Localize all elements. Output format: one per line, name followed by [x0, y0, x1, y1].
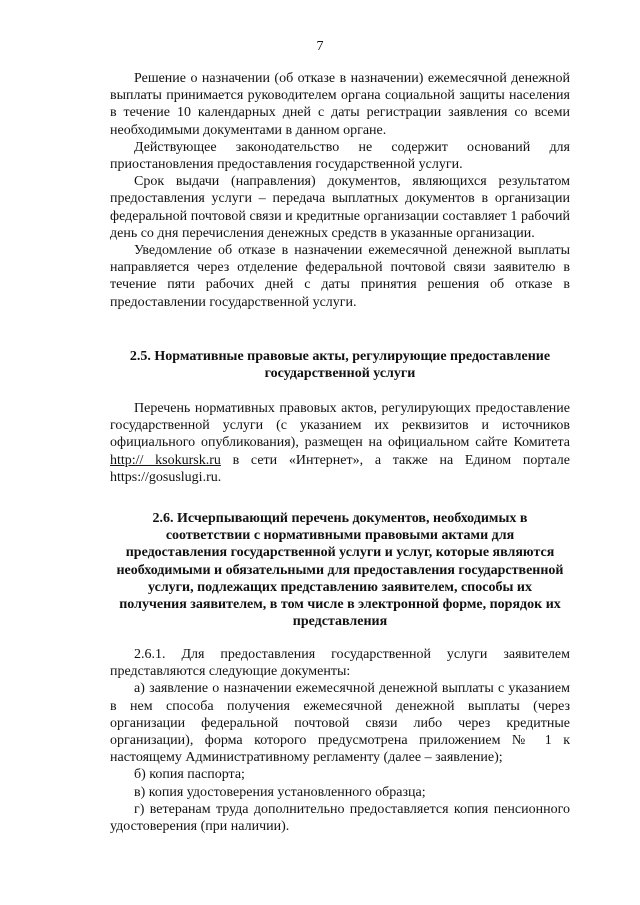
- section-2-5-body: [110, 400, 570, 486]
- section-2-6-heading-line7: представления: [292, 614, 388, 630]
- section-2-6-heading: [110, 510, 570, 630]
- paragraph-refusal-notice: Уведомление об отказе в назначении ежемесячной денежной выплаты направляется через отделение федеральной почтовой связи заявителю в течение пяти рабочих дней с даты принятия решения об отказе в предоставлении государственной услуги.: [110, 243, 570, 310]
- section-2-5-heading-line1: 2.5. Нормативные правовые акты, регулирующие предоставление: [129, 349, 551, 364]
- paragraph-2-6-1: 2.6.1. Для предоставления государственной услуги заявителем представляются следующие документы:: [110, 647, 570, 680]
- section-2-6: [110, 510, 570, 630]
- section-2-6-heading-line6: получения заявителем, в том числе в электронной форме, порядок их: [119, 597, 561, 613]
- section-2-6-body: [110, 646, 570, 835]
- committee-site-link[interactable]: http:// ksokursk.ru: [110, 452, 221, 468]
- page-number: 7: [316, 39, 324, 54]
- section-2-5: [110, 348, 570, 382]
- paragraph-decision: Решение о назначении (об отказе в назначении) ежемесячной денежной выплаты принимается руководителем органа социальной защиты населения в течение 10 календарных дней с даты регистрации заявления со всеми необходимыми документами в данном органе.: [110, 71, 570, 138]
- section-2-6-heading-line3: предоставления государственной услуги и услуг, которые являются: [125, 545, 555, 561]
- paragraph-issuance-term: Срок выдачи (направления) документов, являющихся результатом предоставления услуги – передача выплатных документов в организации федеральной почтовой связи и кредитные организации составляет 1 рабочий день со дня перечисления денежных средств в указанные организации.: [110, 174, 570, 241]
- section-2-6-heading-line1: 2.6. Исчерпывающий перечень документов, необходимых в: [152, 511, 528, 526]
- list-item-d: г) ветеранам труда дополнительно предоставляется копия пенсионного удостоверения (при наличии).: [110, 801, 570, 835]
- section-2-5-heading: [110, 348, 570, 382]
- top-paragraphs: [110, 70, 570, 311]
- list-item-c: в) копия удостоверения установленного образца;: [134, 784, 426, 800]
- paragraph-legislation: Действующее законодательство не содержит оснований для приостановления предоставления государственной услуги.: [110, 139, 570, 173]
- section-2-6-heading-line5: услуги, подлежащих представлению заявителем, способы их: [148, 579, 532, 595]
- list-item-b: б) копия паспорта;: [134, 767, 245, 783]
- section-2-6-heading-line2: соответствии с нормативными правовыми актами для: [165, 528, 515, 544]
- section-2-5-heading-line2: государственной услуги: [264, 366, 416, 382]
- section-2-6-heading-line4: необходимыми и обязательными для предоставления государственной: [116, 562, 564, 578]
- legal-acts-text-end: в сети «Интернет», а также на Едином портале https://gosuslugi.ru.: [110, 452, 571, 485]
- list-item-a: а) заявление о назначении ежемесячной денежной выплаты с указанием в нем способа получения ежемесячной денежной выплаты (через организации федеральной почтовой связи либо через кредитные организации), форма которого предусмотрена приложением № 1 к настоящему Административному регламенту (далее – заявление);: [110, 681, 570, 766]
- paragraph-legal-acts: [110, 400, 570, 486]
- legal-acts-text: Перечень нормативных правовых актов, регулирующих предоставление государственной услуги (с указанием их реквизитов и источников официального опубликования), размещен на официальном сайте Комитета: [110, 401, 570, 451]
